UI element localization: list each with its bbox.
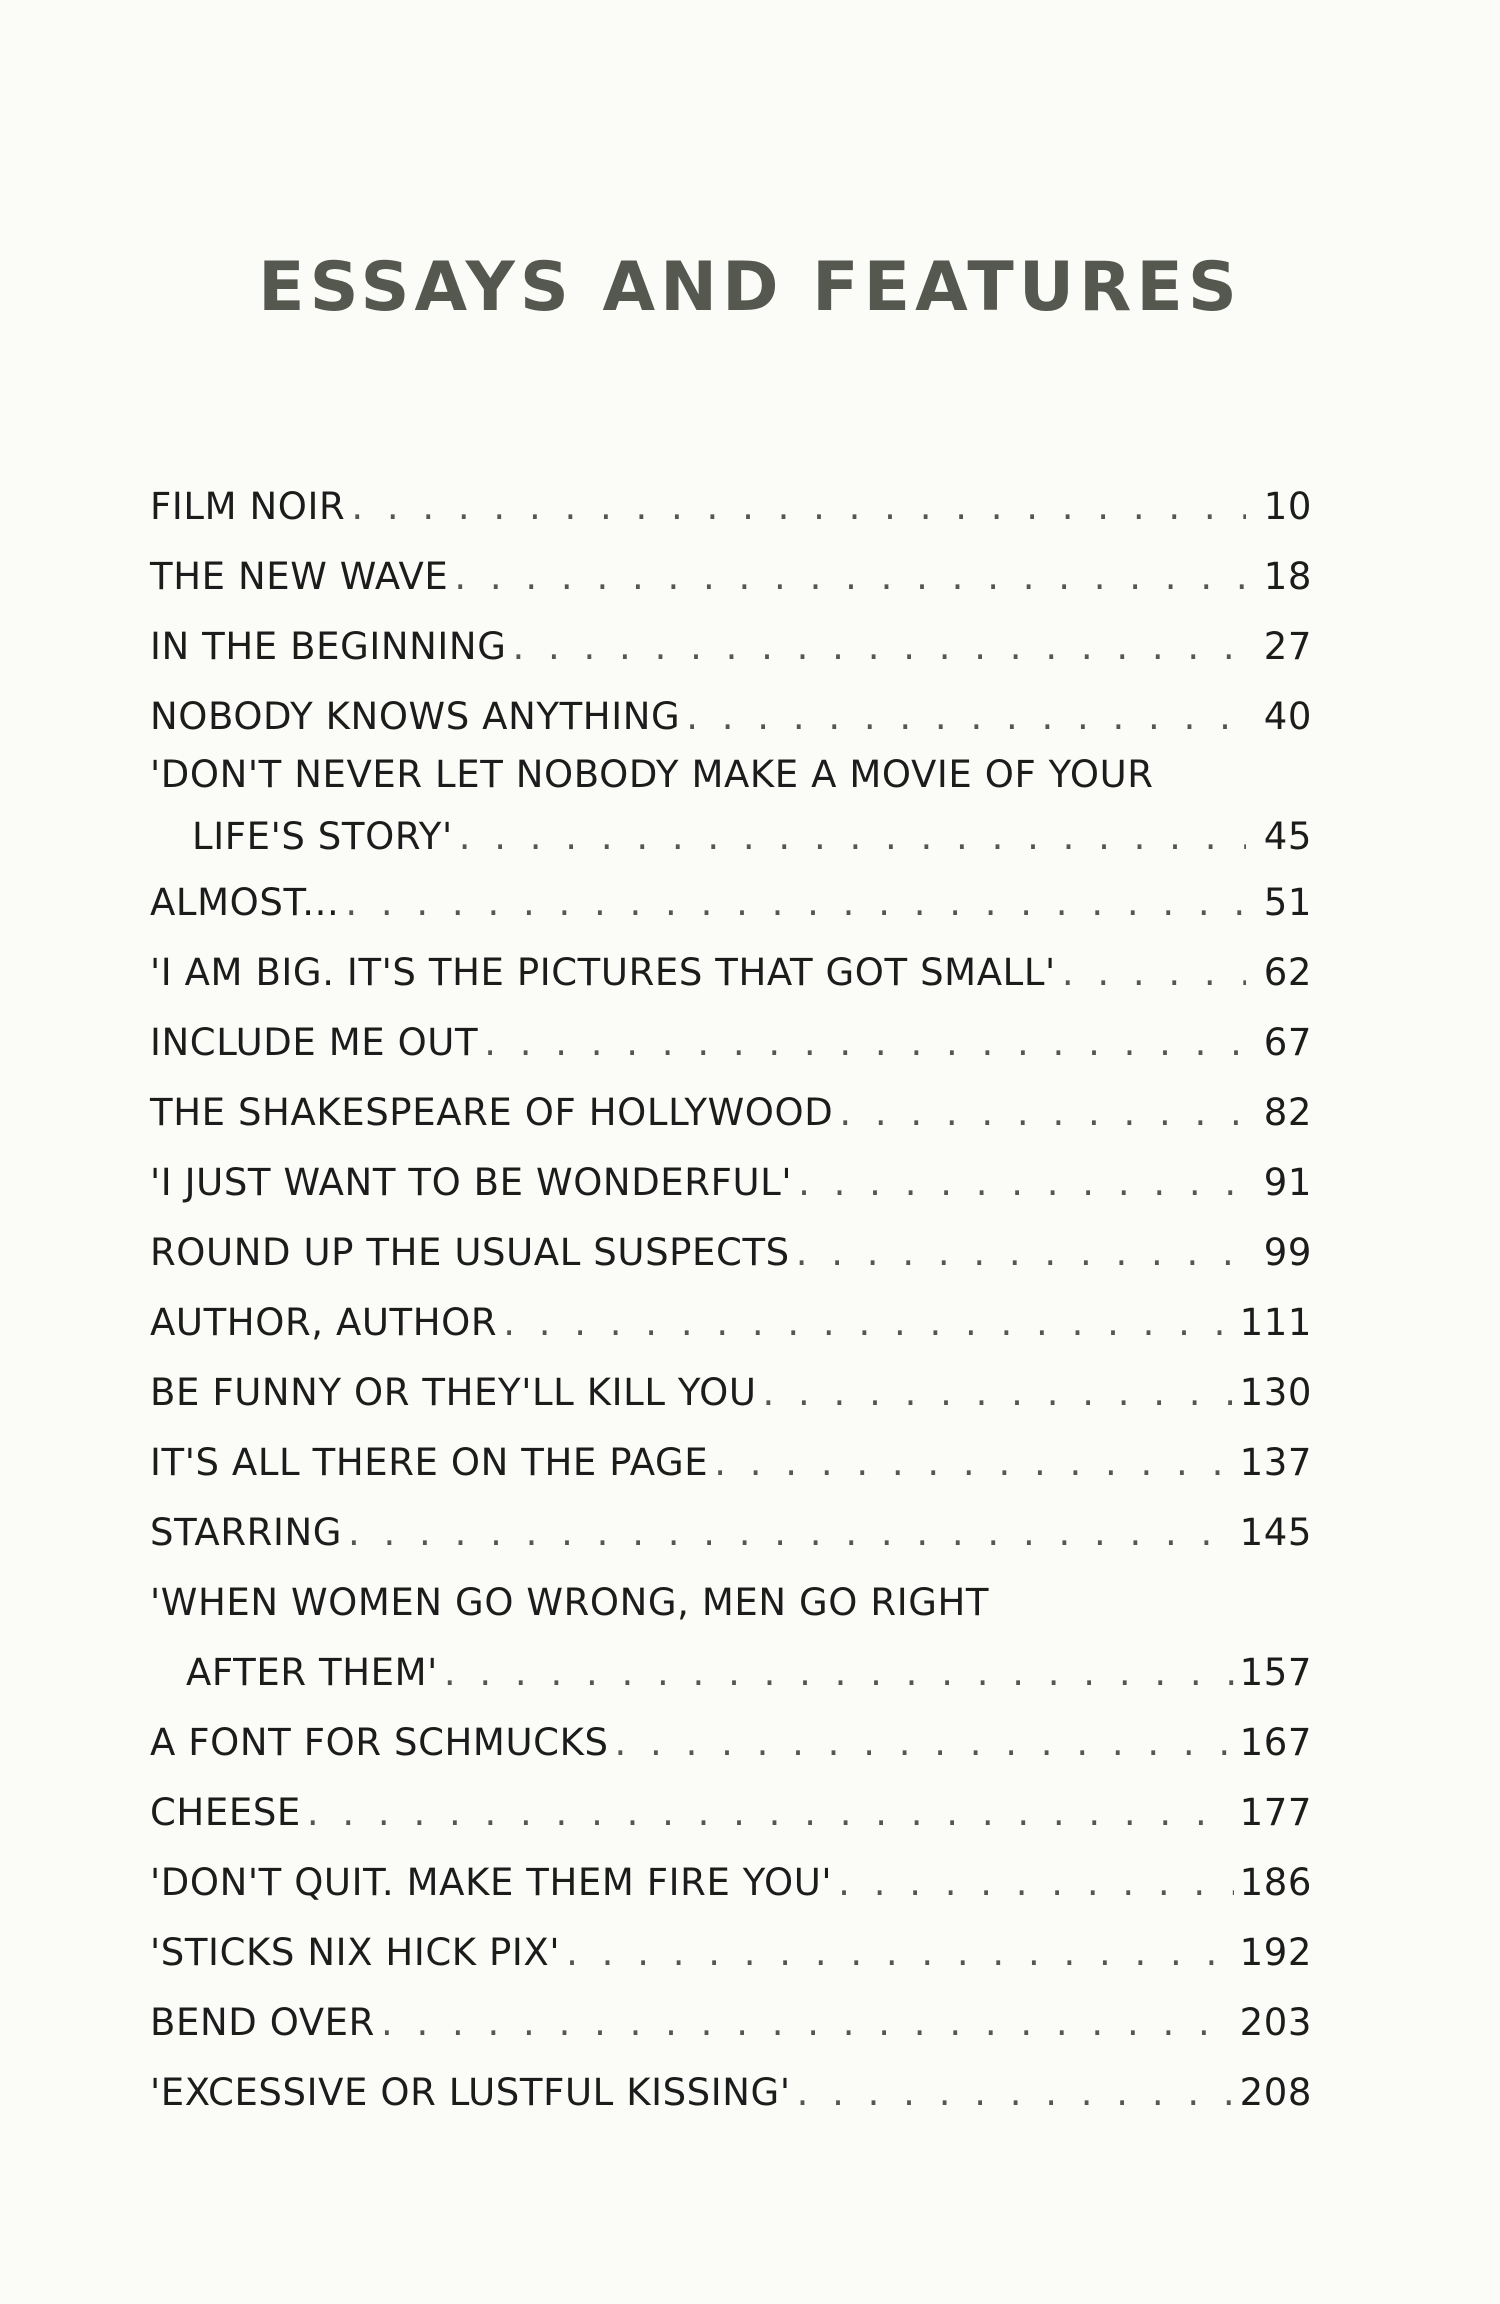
toc-entry-page: 192 (1239, 1931, 1312, 1974)
toc-entry-page: 40 (1263, 695, 1312, 738)
table-of-contents (150, 478, 1312, 2134)
toc-entry (150, 1504, 1312, 1574)
dot-leader (615, 1714, 1234, 1772)
toc-entry (150, 1924, 1312, 1994)
dot-leader (351, 478, 1246, 536)
dot-leader (566, 1924, 1233, 1982)
toc-entry-page: 18 (1263, 555, 1312, 598)
toc-entry-title: AUTHOR, AUTHOR (150, 1301, 498, 1344)
toc-entry (150, 1574, 1312, 1714)
toc-entry-title: THE SHAKESPEARE OF HOLLYWOOD (150, 1091, 834, 1134)
dot-leader (1062, 944, 1246, 1002)
toc-entry-page: 99 (1263, 1231, 1312, 1274)
toc-entry (150, 618, 1312, 688)
toc-entry-title: BE FUNNY OR THEY'LL KILL YOU (150, 1371, 757, 1414)
dot-leader (714, 1434, 1233, 1492)
toc-entry-title: FILM NOIR (150, 485, 346, 528)
toc-entry (150, 1434, 1312, 1504)
toc-entry (150, 478, 1312, 548)
toc-entry-title-line1: 'WHEN WOMEN GO WRONG, MEN GO RIGHT (150, 1581, 990, 1624)
toc-entry-page: 130 (1239, 1371, 1312, 1414)
toc-entry-page: 45 (1263, 815, 1312, 858)
toc-entry-page: 82 (1263, 1091, 1312, 1134)
toc-entry-page: 27 (1263, 625, 1312, 668)
toc-entry-page: 186 (1239, 1861, 1312, 1904)
toc-entry-page: 137 (1239, 1441, 1312, 1484)
toc-entry-page: 91 (1263, 1161, 1312, 1204)
dot-leader (839, 1084, 1246, 1142)
dot-leader (503, 1294, 1233, 1352)
toc-entry-page: 177 (1239, 1791, 1312, 1834)
toc-entry (150, 1714, 1312, 1784)
toc-entry-title: 'I AM BIG. IT'S THE PICTURES THAT GOT SMALL' (150, 951, 1056, 994)
dot-leader (307, 1784, 1234, 1842)
dot-leader (484, 1014, 1246, 1072)
toc-entry-page: 157 (1239, 1651, 1312, 1694)
toc-entry (150, 688, 1312, 746)
toc-entry-title: THE NEW WAVE (150, 555, 449, 598)
toc-entry-title: 'I JUST WANT TO BE WONDERFUL' (150, 1161, 793, 1204)
dot-leader (348, 1504, 1234, 1562)
toc-entry-page: 167 (1239, 1721, 1312, 1764)
page-heading: ESSAYS AND FEATURES (258, 248, 1242, 327)
toc-entry (150, 1994, 1312, 2064)
toc-entry-title: 'DON'T QUIT. MAKE THEM FIRE YOU' (150, 1861, 833, 1904)
dot-leader (459, 808, 1246, 866)
toc-entry (150, 1784, 1312, 1854)
toc-entry-title: 'STICKS NIX HICK PIX' (150, 1931, 561, 1974)
toc-entry-page: 67 (1263, 1021, 1312, 1064)
toc-entry-title: NOBODY KNOWS ANYTHING (150, 695, 681, 738)
toc-entry-title: IT'S ALL THERE ON THE PAGE (150, 1441, 709, 1484)
toc-entry-title-line2: AFTER THEM' (186, 1651, 438, 1694)
dot-leader (345, 874, 1246, 932)
toc-entry-page: 62 (1263, 951, 1312, 994)
toc-entry (150, 944, 1312, 1014)
toc-entry-title-line1: 'DON'T NEVER LET NOBODY MAKE A MOVIE OF YOUR (150, 753, 1154, 796)
toc-entry (150, 1224, 1312, 1294)
toc-entry-title: IN THE BEGINNING (150, 625, 507, 668)
dot-leader (444, 1644, 1234, 1702)
toc-entry (150, 1084, 1312, 1154)
toc-entry-page: 203 (1239, 2001, 1312, 2044)
toc-entry (150, 2064, 1312, 2134)
toc-entry-title: 'EXCESSIVE OR LUSTFUL KISSING' (150, 2071, 791, 2114)
toc-entry-title: STARRING (150, 1511, 343, 1554)
dot-leader (796, 1224, 1246, 1282)
toc-entry-title: A FONT FOR SCHMUCKS (150, 1721, 609, 1764)
toc-entry (150, 746, 1312, 874)
dot-leader (838, 1854, 1233, 1912)
toc-entry (150, 1014, 1312, 1084)
toc-entry-page: 111 (1239, 1301, 1312, 1344)
dot-leader (454, 548, 1246, 606)
toc-entry-page: 51 (1263, 881, 1312, 924)
toc-entry-title: BEND OVER (150, 2001, 375, 2044)
toc-entry-title: CHEESE (150, 1791, 301, 1834)
toc-entry-page: 208 (1239, 2071, 1312, 2114)
toc-entry (150, 1154, 1312, 1224)
dot-leader (763, 1364, 1234, 1422)
toc-entry-title: ALMOST... (150, 881, 340, 924)
dot-leader (381, 1994, 1234, 2052)
toc-entry (150, 548, 1312, 618)
toc-entry-page: 145 (1239, 1511, 1312, 1554)
toc-entry-page: 10 (1263, 485, 1312, 528)
toc-entry (150, 1364, 1312, 1434)
dot-leader (797, 2064, 1234, 2122)
toc-entry (150, 1854, 1312, 1924)
dot-leader (798, 1154, 1246, 1212)
dot-leader (686, 688, 1246, 746)
toc-entry (150, 874, 1312, 944)
dot-leader (512, 618, 1246, 676)
toc-entry-title-line2: LIFE'S STORY' (192, 815, 453, 858)
toc-entry-title: INCLUDE ME OUT (150, 1021, 479, 1064)
toc-entry-title: ROUND UP THE USUAL SUSPECTS (150, 1231, 790, 1274)
toc-entry (150, 1294, 1312, 1364)
